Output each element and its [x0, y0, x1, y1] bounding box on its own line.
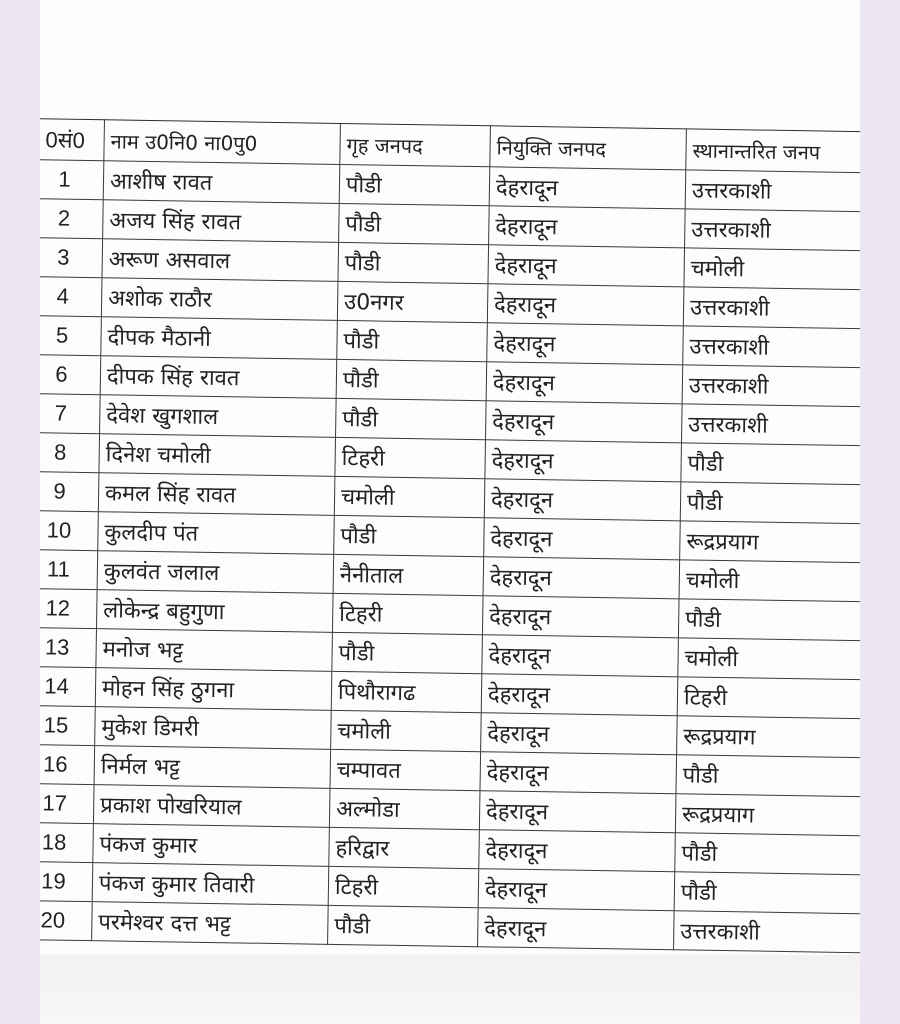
- cell-name: निर्मल भट्ट: [94, 746, 331, 789]
- header-name: नाम उ0नि0 ना0पु0: [104, 120, 341, 165]
- cell-home-district: टिहरी: [332, 593, 483, 634]
- cell-transfer-district: रूद्रप्रयाग: [675, 794, 860, 836]
- cell-serial: 7: [40, 393, 100, 433]
- cell-transfer-district: पौडी: [676, 755, 860, 797]
- cell-appointment-district: देहरादून: [481, 713, 678, 755]
- cell-serial: 4: [40, 276, 102, 316]
- cell-serial: 15: [40, 705, 95, 745]
- cell-home-district: पौडी: [339, 203, 490, 244]
- cell-name: दीपक मैठानी: [101, 317, 338, 360]
- header-transfer-district: स्थानान्तरित जनप: [686, 129, 860, 173]
- cell-appointment-district: देहरादून: [486, 401, 683, 443]
- cell-name: कमल सिंह रावत: [98, 473, 335, 516]
- cell-name: देवेश खुगशाल: [100, 395, 337, 438]
- cell-transfer-district: रूद्रप्रयाग: [680, 521, 860, 563]
- header-appointment-district: नियुक्ति जनपद: [490, 126, 687, 170]
- cell-transfer-district: टिहरी: [677, 677, 860, 719]
- cell-home-district: हरिद्वार: [329, 827, 480, 868]
- cell-name: परमेश्वर दत्त भट्ट: [92, 902, 329, 945]
- cell-serial: 19: [40, 861, 93, 901]
- cell-appointment-district: देहरादून: [487, 284, 684, 326]
- cell-home-district: चम्पावत: [330, 749, 481, 790]
- cell-name: आशीष रावत: [103, 161, 340, 204]
- cell-home-district: पौडी: [328, 905, 479, 946]
- cell-home-district: अल्मोडा: [329, 788, 480, 829]
- cell-home-district: चमोली: [331, 710, 482, 751]
- cell-transfer-district: उत्तरकाशी: [682, 365, 860, 407]
- cell-serial: 17: [40, 783, 94, 823]
- paper-margin: [40, 955, 860, 1024]
- cell-home-district: चमोली: [334, 476, 485, 517]
- cell-serial: 9: [40, 471, 99, 511]
- cell-transfer-district: चमोली: [684, 248, 860, 290]
- cell-appointment-district: देहरादून: [480, 752, 677, 794]
- cell-name: पंकज कुमार: [93, 824, 330, 867]
- cell-transfer-district: पौडी: [674, 872, 860, 914]
- cell-name: मुकेश डिमरी: [95, 707, 332, 750]
- cell-home-district: टिहरी: [328, 866, 479, 907]
- cell-home-district: पौडी: [336, 398, 487, 439]
- cell-name: मोहन सिंह ठुगना: [95, 668, 332, 711]
- cell-home-district: पौडी: [338, 242, 489, 283]
- cell-transfer-district: पौडी: [675, 833, 860, 875]
- cell-transfer-district: उत्तरकाशी: [685, 170, 860, 212]
- cell-home-district: पौडी: [334, 515, 485, 556]
- cell-serial: 12: [40, 588, 97, 628]
- cell-serial: 6: [40, 354, 101, 394]
- cell-serial: 13: [40, 627, 96, 667]
- cell-name: अशोक राठौर: [101, 278, 338, 321]
- cell-home-district: पौडी: [339, 164, 490, 205]
- cell-appointment-district: देहरादून: [489, 167, 686, 209]
- cell-name: लोकेन्द्र बहुगुणा: [96, 590, 333, 633]
- cell-appointment-district: देहरादून: [488, 245, 685, 287]
- cell-appointment-district: देहरादून: [478, 908, 675, 950]
- cell-transfer-district: पौडी: [678, 599, 860, 641]
- cell-appointment-district: देहरादून: [485, 440, 682, 482]
- cell-serial: 16: [40, 744, 95, 784]
- cell-name: पंकज कुमार तिवारी: [92, 863, 329, 906]
- transfer-table: [40, 118, 860, 953]
- cell-transfer-district: चमोली: [679, 560, 860, 602]
- cell-serial: 2: [40, 198, 103, 238]
- cell-appointment-district: देहरादून: [487, 323, 684, 365]
- cell-transfer-district: रूद्रप्रयाग: [677, 716, 860, 758]
- header-home-district: गृह जनपद: [340, 123, 491, 166]
- document-page: [40, 118, 860, 958]
- cell-name: कुलदीप पंत: [98, 512, 335, 555]
- cell-home-district: उ0नगर: [337, 281, 488, 322]
- cell-transfer-district: चमोली: [678, 638, 860, 680]
- cell-transfer-district: उत्तरकाशी: [685, 209, 860, 251]
- cell-transfer-district: पौडी: [680, 482, 860, 524]
- cell-transfer-district: उत्तरकाशी: [683, 326, 860, 368]
- cell-appointment-district: देहरादून: [486, 362, 683, 404]
- cell-serial: 1: [40, 160, 104, 200]
- cell-home-district: टिहरी: [335, 437, 486, 478]
- cell-appointment-district: देहरादून: [482, 596, 679, 638]
- cell-home-district: पौडी: [337, 320, 488, 361]
- cell-serial: 18: [40, 822, 93, 862]
- cell-appointment-district: देहरादून: [483, 557, 680, 599]
- cell-appointment-district: देहरादून: [482, 635, 679, 677]
- cell-name: दिनेश चमोली: [99, 434, 336, 477]
- cell-serial: 8: [40, 432, 100, 472]
- cell-appointment-district: देहरादून: [484, 518, 681, 560]
- cell-appointment-district: देहरादून: [479, 791, 676, 833]
- cell-name: दीपक सिंह रावत: [100, 356, 337, 399]
- cell-home-district: पौडी: [336, 359, 487, 400]
- cell-home-district: नैनीताल: [333, 554, 484, 595]
- cell-appointment-district: देहरादून: [479, 830, 676, 872]
- cell-serial: 10: [40, 510, 98, 550]
- header-serial: 0सं0: [40, 119, 104, 161]
- cell-serial: 20: [40, 900, 92, 940]
- cell-name: प्रकाश पोखरियाल: [93, 785, 330, 828]
- cell-serial: 3: [40, 237, 103, 277]
- cell-transfer-district: उत्तरकाशी: [674, 911, 860, 953]
- cell-home-district: पौडी: [332, 632, 483, 673]
- cell-transfer-district: पौडी: [681, 443, 860, 485]
- cell-appointment-district: देहरादून: [481, 674, 678, 716]
- cell-serial: 11: [40, 549, 98, 589]
- cell-name: अजय सिंह रावत: [103, 200, 340, 243]
- cell-appointment-district: देहरादून: [484, 479, 681, 521]
- cell-name: मनोज भट्ट: [96, 629, 333, 672]
- cell-transfer-district: उत्तरकाशी: [683, 287, 860, 329]
- cell-transfer-district: उत्तरकाशी: [681, 404, 860, 446]
- cell-serial: 14: [40, 666, 96, 706]
- cell-appointment-district: देहरादून: [489, 206, 686, 248]
- cell-appointment-district: देहरादून: [478, 869, 675, 911]
- cell-serial: 5: [40, 315, 101, 355]
- cell-name: कुलवंत जलाल: [97, 551, 334, 594]
- cell-home-district: पिथौरागढ: [331, 671, 482, 712]
- cell-name: अरूण असवाल: [102, 239, 339, 282]
